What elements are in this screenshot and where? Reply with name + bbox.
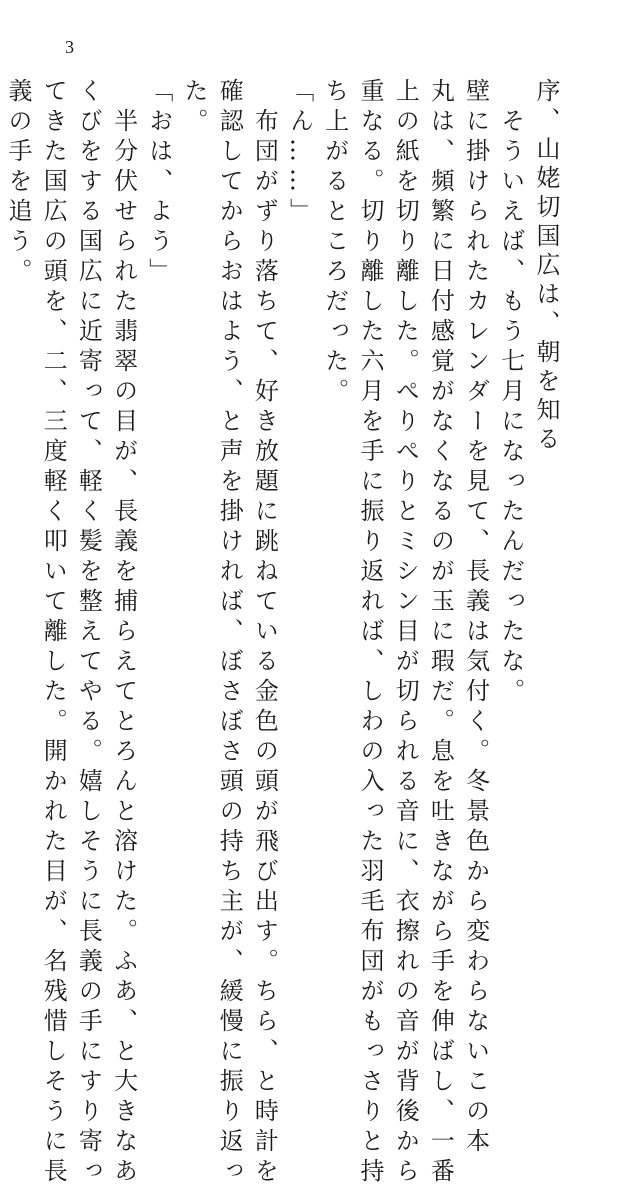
text-line-11: 「おは、よう」 [144, 78, 173, 288]
text-line-5: 重なる。切り離した六月を手に振り返れば、しわの入った羽毛布団がもっさりと持 [356, 78, 384, 1188]
text-line-6: ち上がるところだった。 [320, 78, 349, 408]
text-line-3: 丸は、頻繁に日付感覚がなくなるのが玉に瑕だ。息を吐きながら手を伸ばし、一番 [426, 78, 455, 1188]
text-line-12: 半分伏せられた翡翠の目が、長義を捕らえてとろんと溶けた。ふあ、と大きなあ [109, 108, 138, 1188]
text-line-1: そういえば、もう七月になったんだったな。 [496, 108, 525, 708]
text-line-10: た。 [180, 78, 208, 138]
text-line-4: 上の紙を切り離した。ぺりぺりとミシン目が切られる音に、衣擦れの音が背後から [391, 78, 420, 1188]
text-line-13: くびをする国広に近寄って、軽く髪を整えてやる。嬉しそうに長義の手にすり寄っ [74, 78, 103, 1188]
text-line-8: 布団がずり落ちて、好き放題に跳ねている金色の頭が飛び出す。ちら、と時計を [250, 108, 279, 1188]
text-line-9: 確認してからおはよう、と声を掛ければ、ぼさぼさ頭の持ち主が、緩慢に振り返っ [215, 78, 244, 1188]
text-line-7: 「ん……」 [285, 78, 314, 228]
text-line-14: てきた国広の頭を、二、三度軽く叩いて離した。開かれた目が、名残惜しそうに長 [39, 78, 68, 1188]
text-line-15: 義の手を追う。 [4, 78, 32, 288]
chapter-title: 序、山姥切国広は、朝を知る [532, 78, 560, 455]
text-line-2: 壁に掛けられたカレンダーを見て、長義は気付く。冬景色から変わらないこの本 [461, 78, 490, 1158]
page-number: 3 [65, 37, 74, 57]
